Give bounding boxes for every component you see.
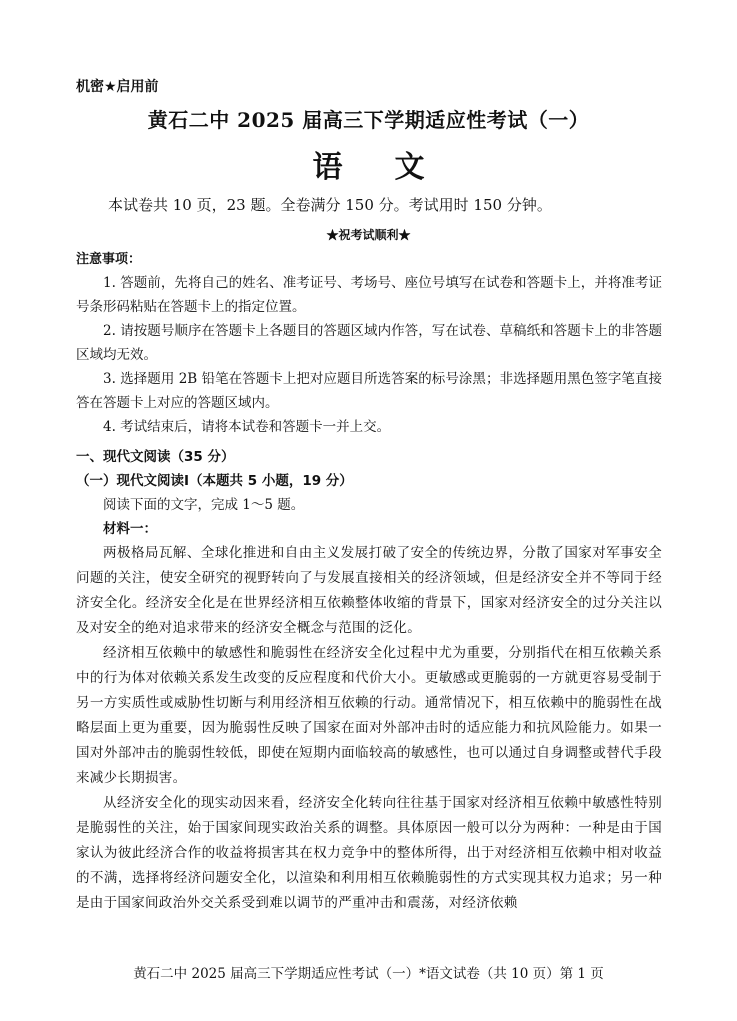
notice-heading: 注意事项： <box>76 252 142 267</box>
notice-item: 4. 考试结束后，请将本试卷和答题卡一并上交。 <box>103 419 391 435</box>
reading-instruction: 阅读下面的文字，完成 1～5 题。 <box>103 497 305 513</box>
exam-title: 黄石二中 2025 届高三下学期适应性考试（一） <box>147 108 590 132</box>
section-one <box>76 445 662 916</box>
material-label: 材料一： <box>103 521 157 537</box>
material-paragraph: 经济相互依赖中的敏感性和脆弱性在经济安全化过程中尤为重要，分别指代在相互依赖关系中的行为体对依赖关系发生改变的反应程度和代价大小。更敏感或更脆弱的一方就更容易受制于另一方实质性或威胁性切断与利用经济相互依赖的行动。通常情况下，相互依赖中的脆弱性在战略层面上更为重要，因为脆弱性反映了国家在面对外部冲击时的适应能力和抗风险能力。如果一国对外部冲击的脆弱性较低，即使在短期内面临较高的敏感性，也可以通过自身调整或替代手段来减少长期损害。 <box>76 645 662 786</box>
section-heading: 一、现代文阅读（35 分） <box>76 449 235 465</box>
subsection-heading: （一）现代文阅读Ⅰ（本题共 5 小题，19 分） <box>76 473 353 489</box>
subject-title: 语文 <box>312 150 477 185</box>
notice-item: 2. 请按题号顺序在答题卡上各题目的答题区域内作答，写在试卷、草稿纸和答题卡上的非答题区域均无效。 <box>76 323 662 363</box>
material-paragraph: 两极格局瓦解、全球化推进和自由主义发展打破了安全的传统边界，分散了国家对军事安全问题的关注，使安全研究的视野转向了与发展直接相关的经济领域，但是经济安全并不等同于经济安全化。经济安全化是在世界经济相互依赖整体收缩的背景下，国家对经济安全的过分关注以及对安全的绝对追求带来的经济安全概念与范围的泛化。 <box>76 545 662 636</box>
material-paragraph: 从经济安全化的现实动因来看，经济安全化转向往往基于国家对经济相互依赖中敏感性特别是脆弱性的关注，始于国家间现实政治关系的调整。具体原因一般可以分为两种：一种是由于国家认为彼此经济合作的收益将损害其在权力竞争中的整体所得，出于对经济相互依赖中相对收益的不满，选择将经济问题安全化，以渲染和利用相互依赖脆弱性的方式实现其权力追求；另一种是由于国家间政治外交关系受到难以调节的严重冲击和震荡，对经济依赖 <box>76 795 662 911</box>
exam-intro: 本试卷共 10 页，23 题。全卷满分 150 分。考试用时 150 分钟。 <box>108 196 552 214</box>
notice-item: 1. 答题前，先将自己的姓名、准考证号、考场号、座位号填写在试卷和答题卡上，并将准考证号条形码粘贴在答题卡上的指定位置。 <box>76 275 662 315</box>
page-footer: 黄石二中 2025 届高三下学期适应性考试（一）*语文试卷（共 10 页）第 1 页 <box>133 966 604 982</box>
secret-label: 机密★启用前 <box>76 79 159 95</box>
good-luck-banner: ★祝考试顺利★ <box>326 228 411 242</box>
notice-section <box>76 248 662 439</box>
notice-item: 3. 选择题用 2B 铅笔在答题卡上把对应题目所选答案的标号涂黑；非选择题用黑色签字笔直接答在答题卡上对应的答题区域内。 <box>76 371 662 411</box>
